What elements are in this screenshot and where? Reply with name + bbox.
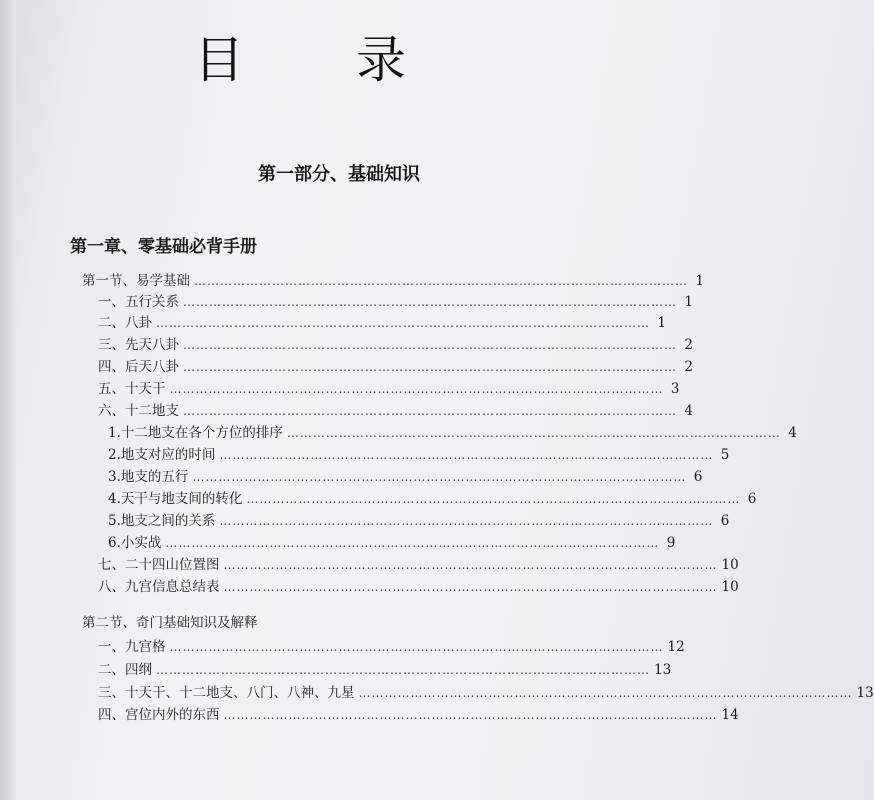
toc-label: 2.地支对应的时间 <box>108 447 216 463</box>
toc-entry <box>98 578 739 596</box>
toc-page: 4 <box>684 403 693 419</box>
toc-entry <box>98 402 693 420</box>
toc-entry <box>98 661 672 679</box>
toc-page: 6 <box>693 469 703 485</box>
toc-entry <box>98 684 874 702</box>
toc-page: 13 <box>856 685 874 701</box>
toc-label: 四、后天八卦 <box>98 359 179 375</box>
toc-label: 四、宫位内外的东西 <box>98 707 220 723</box>
toc-entry <box>98 293 693 311</box>
toc-label: 二、八卦 <box>98 315 152 331</box>
page-title: 目 录 <box>194 31 454 89</box>
toc-page: 2 <box>684 359 693 375</box>
toc-label: 1.十二地支在各个方位的排序 <box>108 425 283 441</box>
toc-label: 三、十天干、十二地支、八门、八神、九星 <box>98 685 355 701</box>
toc-label: 3.地支的五行 <box>108 469 189 485</box>
leader-dots: …………………………………………………………………………………………………… <box>246 492 741 506</box>
leader-dots: …………………………………………………………………………………………………… <box>169 640 664 654</box>
toc-page: 10 <box>721 557 739 573</box>
leader-dots: …………………………………………………………………………………………………… <box>192 470 687 484</box>
toc-page: 12 <box>667 639 685 655</box>
toc-page: 1 <box>684 294 693 310</box>
toc-subentry <box>108 446 730 464</box>
toc-label: 6.小实战 <box>108 535 162 551</box>
toc-page: 2 <box>684 337 693 353</box>
toc-section-heading <box>82 272 704 290</box>
leader-dots: …………………………………………………………………………………………………… <box>219 448 714 462</box>
leader-dots: …………………………………………………………………………………………………… <box>183 338 677 352</box>
toc-page: 14 <box>721 707 739 723</box>
toc-page: 10 <box>721 579 739 595</box>
toc-entry <box>98 380 680 398</box>
leader-dots: …………………………………………………………………………………………………… <box>286 426 781 440</box>
toc-page: 1 <box>657 315 666 331</box>
page-edge <box>0 0 16 800</box>
toc-label: 八、九宫信息总结表 <box>98 579 220 595</box>
toc-entry <box>98 314 666 332</box>
toc-section-heading <box>82 614 542 632</box>
toc-page: 1 <box>695 273 704 289</box>
toc-page: 6 <box>747 491 757 507</box>
toc-entry <box>98 706 739 724</box>
toc-entry <box>98 358 693 376</box>
part-heading: 第一部分、基础知识 <box>258 164 420 185</box>
toc-subentry <box>108 534 676 552</box>
leader-dots: …………………………………………………………………………………………………… <box>183 295 677 309</box>
leader-dots: …………………………………………………………………………………………………… <box>156 316 650 330</box>
leader-dots: …………………………………………………………………………………………………… <box>194 274 688 288</box>
toc-label: 第一节、易学基础 <box>82 273 190 289</box>
toc-entry <box>98 336 693 354</box>
toc-page: 13 <box>654 662 672 678</box>
toc-label: 六、十二地支 <box>98 403 179 419</box>
toc-label: 5.地支之间的关系 <box>108 513 216 529</box>
leader-dots: …………………………………………………………………………………………………… <box>219 514 714 528</box>
toc-entry <box>98 638 685 656</box>
toc-label: 一、九宫格 <box>98 639 166 655</box>
toc-page: 4 <box>788 425 797 441</box>
leader-dots: …………………………………………………………………………………………………… <box>183 360 677 374</box>
toc-page: 3 <box>670 381 680 397</box>
toc-subentry <box>108 468 703 486</box>
toc-page: 6 <box>720 513 730 529</box>
leader-dots: …………………………………………………………………………………………………… <box>223 580 718 594</box>
toc-label: 七、二十四山位置图 <box>98 557 220 573</box>
leader-dots: …………………………………………………………………………………………………… <box>358 686 853 700</box>
toc-label: 一、五行关系 <box>98 294 179 310</box>
leader-dots: …………………………………………………………………………………………………… <box>183 404 677 418</box>
toc-subentry <box>108 490 757 508</box>
leader-dots: …………………………………………………………………………………………………… <box>165 536 660 550</box>
toc-page: 9 <box>666 535 676 551</box>
leader-dots: …………………………………………………………………………………………………… <box>223 558 718 572</box>
toc-label: 二、四纲 <box>98 662 152 678</box>
toc-label: 五、十天干 <box>98 381 166 397</box>
toc-page: 5 <box>720 447 730 463</box>
toc-entry <box>98 556 739 574</box>
toc-subentry <box>108 512 730 530</box>
toc-label: 三、先天八卦 <box>98 337 179 353</box>
leader-dots: …………………………………………………………………………………………………… <box>223 708 718 722</box>
toc-label: 4.天干与地支间的转化 <box>108 491 243 507</box>
toc-label: 第二节、奇门基础知识及解释 <box>82 615 258 631</box>
leader-dots: …………………………………………………………………………………………………… <box>156 663 650 677</box>
leader-dots: …………………………………………………………………………………………………… <box>169 382 664 396</box>
toc-subentry <box>108 424 797 442</box>
chapter-heading: 第一章、零基础必背手册 <box>70 237 257 257</box>
